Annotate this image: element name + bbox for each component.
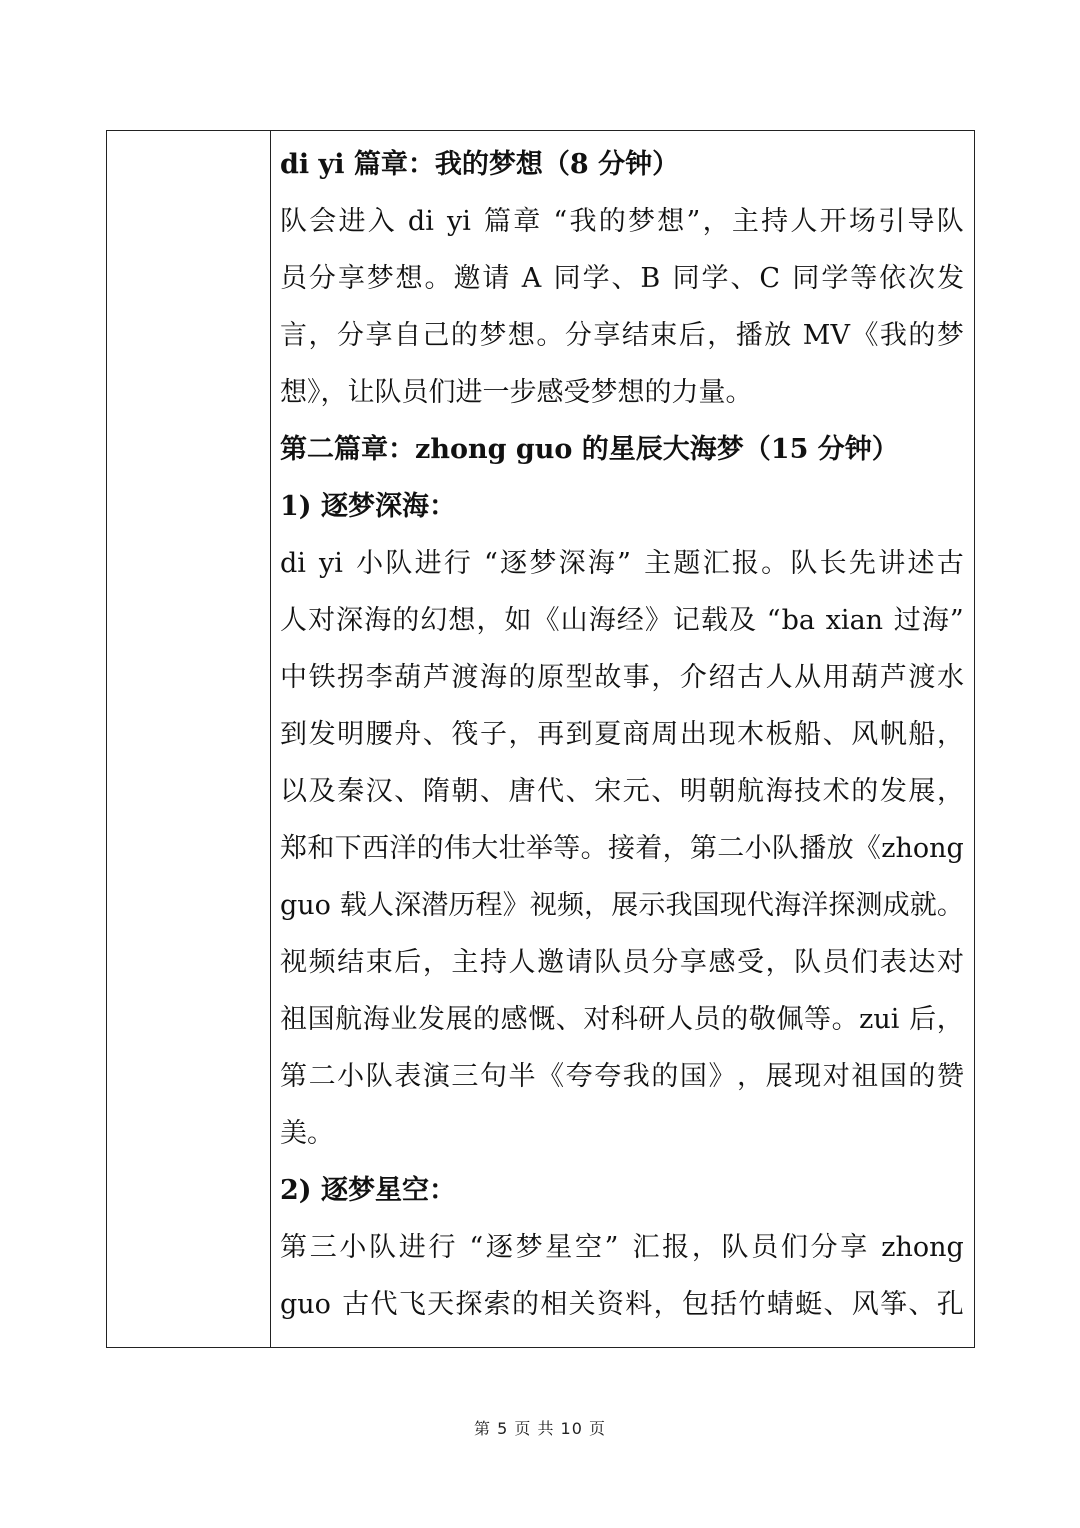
body-text-line: 中 铁 拐 李 葫 芦 渡 海 的 原 型 故 事 ， 介 绍 古 人 从 用 葫 芦 渡 水 bbox=[280, 662, 964, 693]
left-cell bbox=[107, 131, 271, 1347]
body-text-line: guo 古 代 飞 天 探 索 的 相 关 资 料 ， 包 括 竹 蜻 蜓 、 风 筝 、 孔 bbox=[280, 1289, 964, 1320]
body-text-line: 视 频 结 束 后 ， 主 持 人 邀 请 队 员 分 享 感 受 ， 队 员 们 表 达 对 bbox=[280, 947, 964, 978]
body-text-line: 想》，让队员们进一步感受梦想的力量。 bbox=[280, 377, 753, 408]
body-text-line: 郑 和 下 西 洋 的 伟 大 壮 举 等 。 接 着 ， 第 二 小 队 播 放 《 zhong bbox=[280, 833, 964, 864]
text-lines bbox=[280, 136, 964, 1333]
body-text-line: 言 ， 分 享 自 己 的 梦 想 。 分 享 结 束 后 ， 播 放 MV 《 我 的 梦 bbox=[280, 320, 964, 351]
section-heading-line: di yi 篇章：我的梦想（8 分钟） bbox=[280, 149, 680, 180]
body-text-line: 人 对 深 海 的 幻 想 ， 如 《 山 海 经 》 记 载 及 “ ba xian 过 海 ” bbox=[280, 605, 964, 636]
body-text-line: 员 分 享 梦 想 。 邀 请 A 同 学 、 B 同 学 、 C 同 学 等 依 次 发 bbox=[280, 263, 964, 294]
right-cell bbox=[271, 131, 974, 1347]
section-heading-line: 2) 逐梦星空： bbox=[280, 1175, 456, 1206]
body-text-line: guo 载 人 深 潜 历 程 》 视 频 ， 展 示 我 国 现 代 海 洋 探 测 成 就 。 bbox=[280, 890, 964, 921]
section-heading-line: 第二篇章：zhong guo 的星辰大海梦（15 分钟） bbox=[280, 434, 899, 465]
body-text-line: 第 三 小 队 进 行 “ 逐 梦 星 空 ” 汇 报 ， 队 员 们 分 享 zhong bbox=[280, 1232, 964, 1263]
content-table bbox=[106, 130, 975, 1348]
body-text-line: 队 会 进 入 di yi 篇 章 “ 我 的 梦 想 ” ， 主 持 人 开 场 引 导 队 bbox=[280, 206, 964, 237]
page-number: 第 5 页 共 10 页 bbox=[474, 1419, 606, 1438]
body-text-line: di yi 小 队 进 行 “ 逐 梦 深 海 ” 主 题 汇 报 。 队 长 先 讲 述 古 bbox=[280, 548, 964, 579]
body-text-line: 以 及 秦 汉 、 隋 朝 、 唐 代 、 宋 元 、 明 朝 航 海 技 术 的 发 展 ， bbox=[280, 776, 964, 807]
section-heading-line: 1) 逐梦深海： bbox=[280, 491, 456, 522]
body-text-line: 美。 bbox=[280, 1118, 334, 1149]
body-text-line: 祖 国 航 海 业 发 展 的 感 慨 、 对 科 研 人 员 的 敬 佩 等 。 zui 后 ， bbox=[280, 1004, 964, 1035]
body-text-line: 到 发 明 腰 舟 、 筏 子 ， 再 到 夏 商 周 出 现 木 板 船 、 风 帆 船 ， bbox=[280, 719, 964, 750]
body-text-line: 第 二 小 队 表 演 三 句 半 《 夸 夸 我 的 国 》 ， 展 现 对 祖 国 的 赞 bbox=[280, 1061, 964, 1092]
